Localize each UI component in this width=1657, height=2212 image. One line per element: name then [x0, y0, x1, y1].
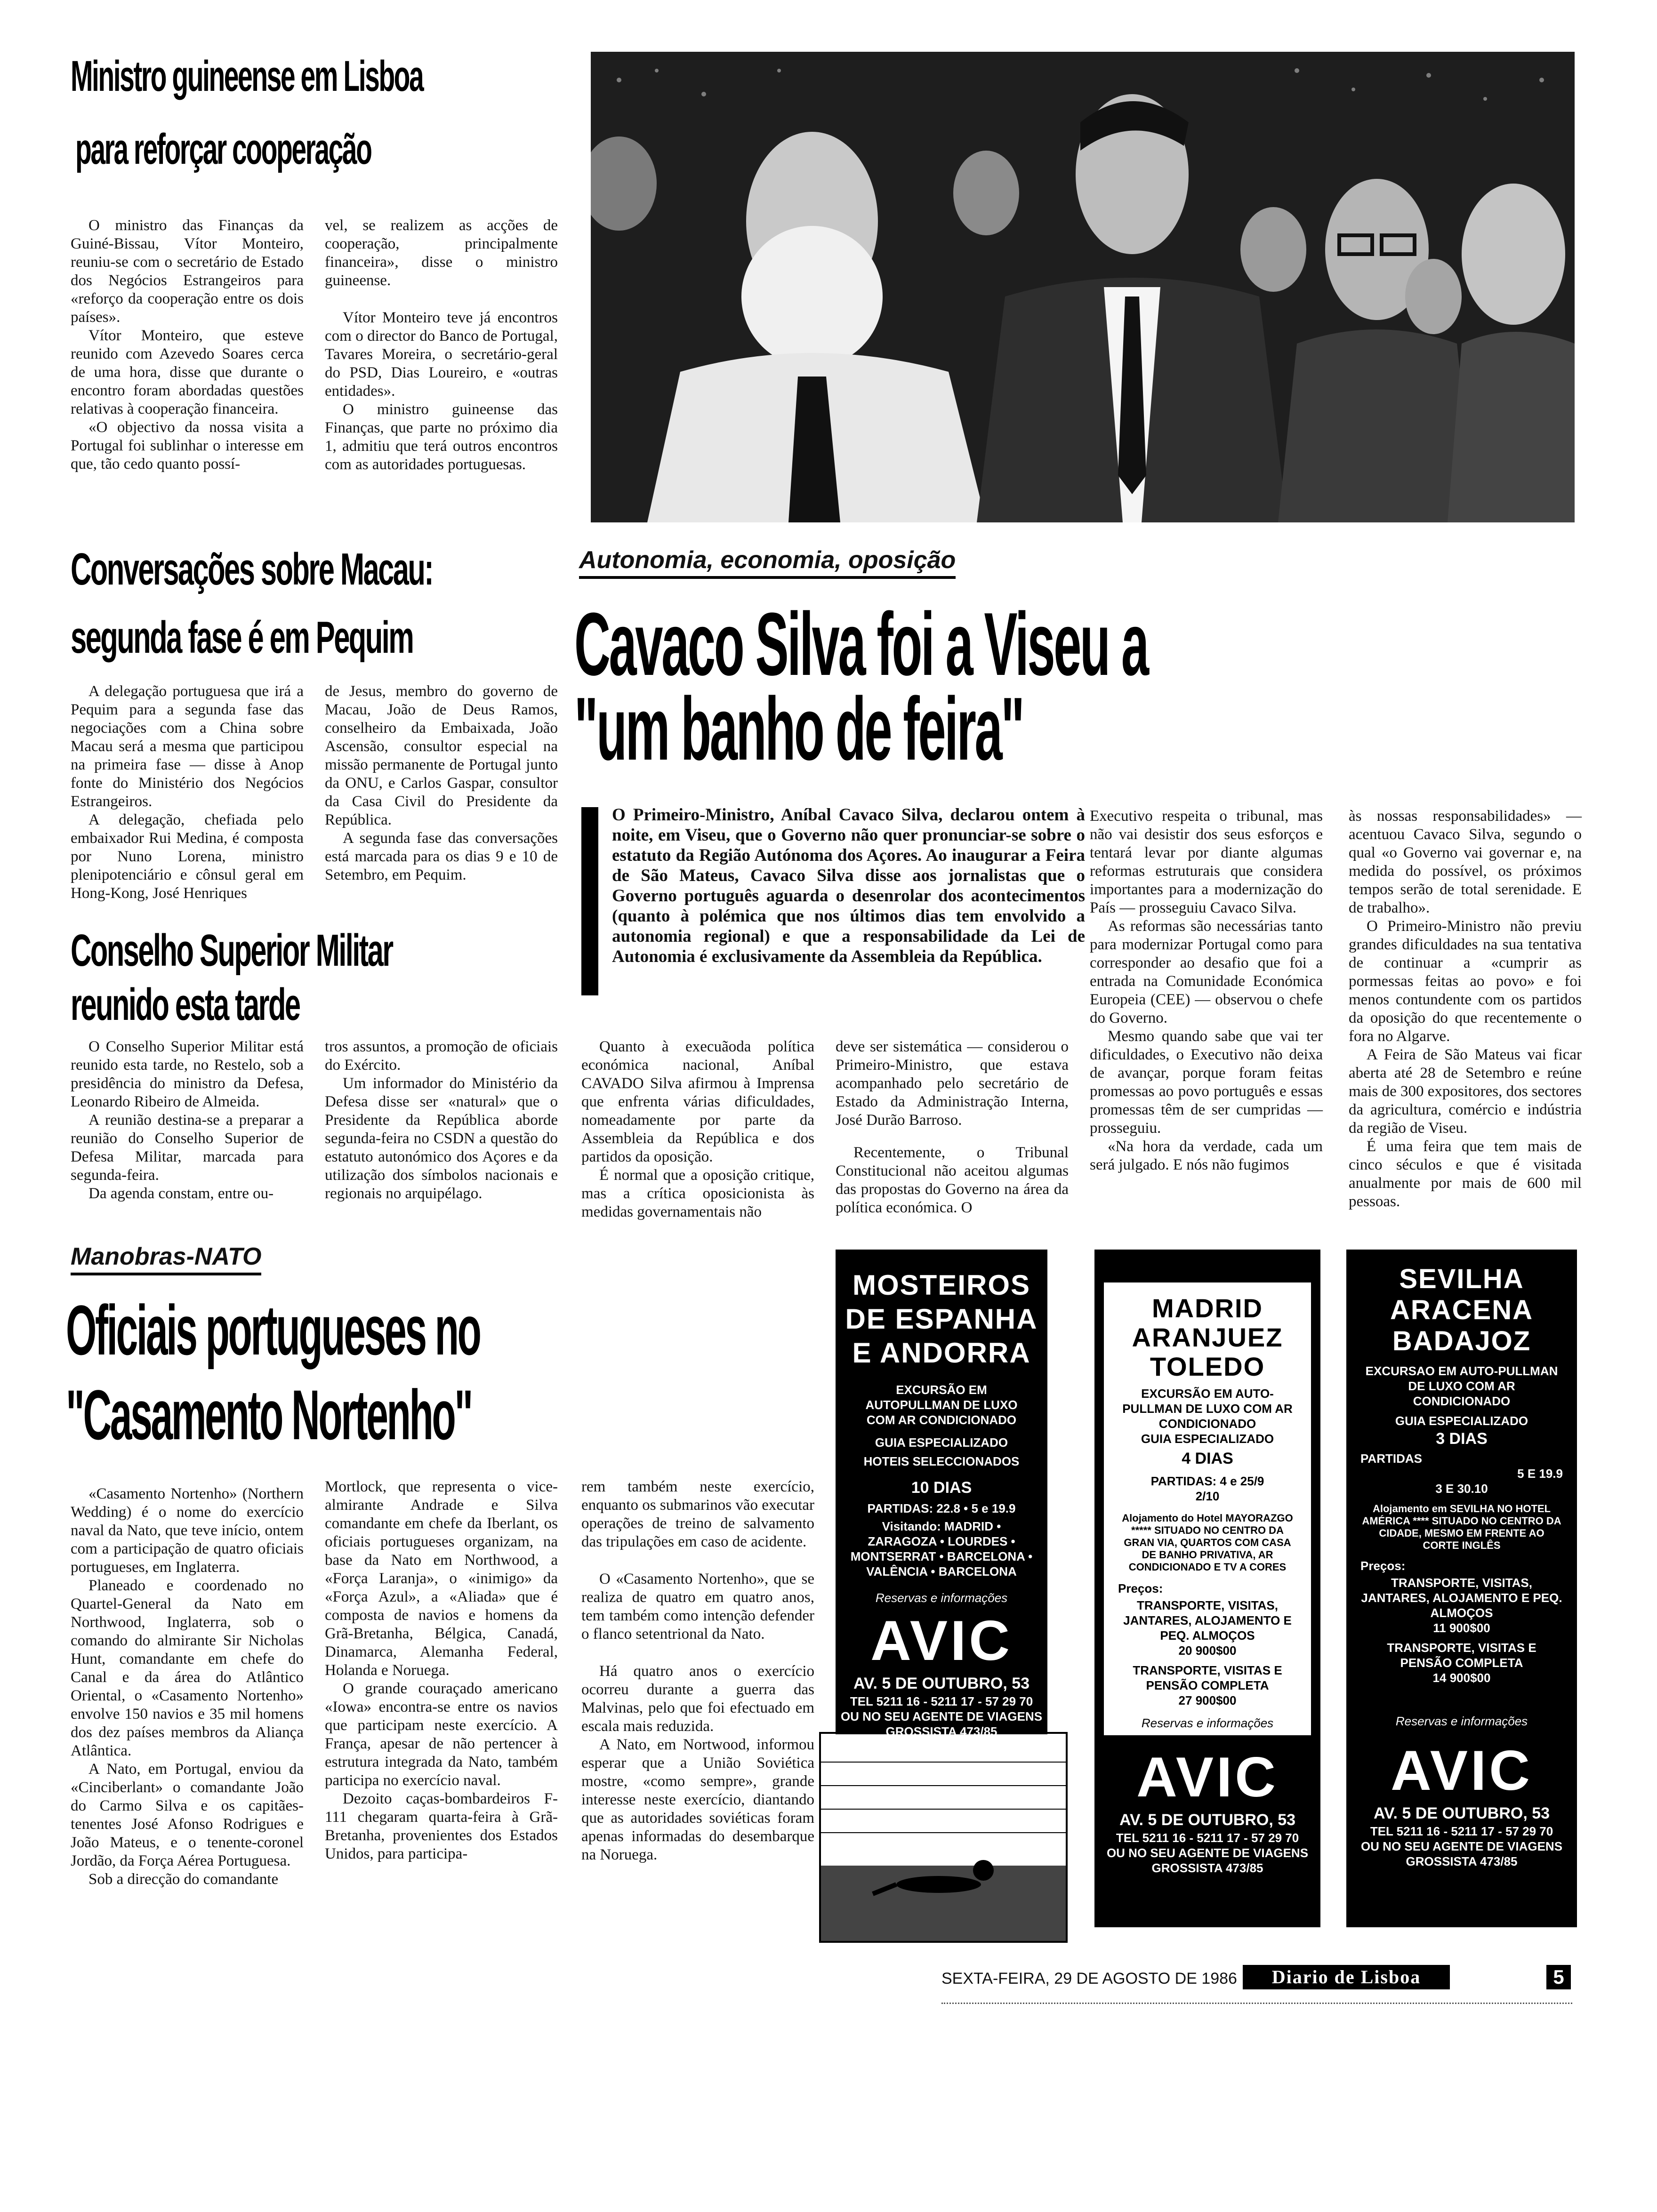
paragraph: A reunião destina-se a preparar a reunião do Conselho Superior de Defesa Militar, marcada para segunda-feira.	[71, 1112, 304, 1184]
kicker-autonomia: Autonomia, economia, oposição	[579, 546, 956, 579]
headline-cavaco: Cavaco Silva foi a Viseu a	[574, 594, 1148, 694]
headline-macau-line2: segunda fase é em Pequim	[71, 612, 413, 663]
ad-sevilha	[1346, 1250, 1577, 1927]
ad-tel: TEL 5211 16 - 5211 17 - 57 29 70	[850, 1694, 1033, 1708]
headline-ministro: Ministro guineense em Lisboa	[71, 52, 423, 100]
story5-column1	[71, 1485, 304, 1889]
story4-column2	[836, 1038, 1069, 1217]
ad-address: AV. 5 DE OUTUBRO, 53	[853, 1675, 1030, 1692]
paragraph: Executivo respeita o tribunal, mas não vai desistir dos seus esforços e tentará levar por diante algumas reformas estruturais que considera importantes para a modernização do País — prosseguiu Cavaco Silva.	[1090, 808, 1323, 916]
beach-illustration	[819, 1732, 1068, 1943]
ad-license: GROSSISTA 473/85	[1406, 1854, 1518, 1868]
paragraph: O «Casamento Nortenho», que se realiza de quatro em quatro anos, tem também como intenção defender o flanco setentrional da Nato.	[581, 1571, 814, 1643]
headline-conselho-line2: reunido esta tarde	[71, 979, 300, 1030]
ad-info: Reservas e informações	[1395, 1714, 1528, 1728]
ad-address: AV. 5 DE OUTUBRO, 53	[1373, 1804, 1550, 1822]
ad-guide: GUIA ESPECIALIZADO	[875, 1435, 1008, 1450]
paragraph: às nossas responsabilidades» — acentuou Cavaco Silva, segundo o qual «o Governo vai governar e, na medida do possível, os próximos tempos serão de total serenidade. E de trabalho».	[1349, 808, 1582, 916]
story4-column1	[581, 1038, 814, 1221]
paragraph: Vítor Monteiro, que esteve reunido com Azevedo Soares cerca de uma hora, disse que durante o encontro foram abordadas questões relativas à cooperação financeira.	[71, 327, 304, 417]
story5-column2	[325, 1478, 558, 1863]
avic-logo: AVIC	[870, 1609, 1013, 1672]
headline-oficiais-line2: "Casamento Nortenho"	[66, 1375, 472, 1454]
paragraph: «Casamento Nortenho» (Northern Wedding) é o nome do exercício naval da Nato, que teve início, ontem com a participação de quatro oficiais portugueses, em Inglaterra.	[71, 1485, 304, 1576]
headline-macau: Conversações sobre Macau:	[71, 544, 433, 594]
paragraph: É normal que a oposição critique, mas a crítica oposicionista às medidas governamentais não	[581, 1167, 814, 1220]
paragraph: As reformas são necessárias tanto para modernizar Portugal como para corresponder ao desafio que foi a entrada na Comunidade Económica Europeia (CEE) — observou o chefe do Governo.	[1090, 918, 1323, 1026]
ad-tel: TEL 5211 16 - 5211 17 - 57 29 70	[1116, 1831, 1299, 1845]
paragraph: A Nato, em Nortwood, informou esperar que a União Soviética mostre, «como sempre», grande interesse neste exercício, diantando que as autoridades soviéticas foram apenas informadas do desembarque na Noruega.	[581, 1736, 814, 1863]
ad-title: ARANJUEZ	[1132, 1322, 1283, 1352]
sunbather-icon	[821, 1734, 1066, 1941]
ad-price-desc: TRANSPORTE, VISITAS E PENSÃO COMPLETA	[1133, 1663, 1282, 1692]
ad-price-desc: TRANSPORTE, VISITAS E PENSÃO COMPLETA	[1387, 1641, 1536, 1670]
ad-agent: OU NO SEU AGENTE DE VIAGENS	[1106, 1846, 1309, 1860]
story4-column4	[1349, 807, 1582, 1211]
ad-title: E ANDORRA	[852, 1337, 1031, 1369]
ad-subtitle: EXCURSAO EM AUTO-PULLMAN DE LUXO COM AR CONDICIONADO	[1365, 1364, 1558, 1408]
ad-info: Reservas e informações	[875, 1591, 1008, 1605]
ad-agent: OU NO SEU AGENTE DE VIAGENS	[840, 1709, 1043, 1723]
story1-column1	[71, 216, 304, 473]
ad-guide: GUIA ESPECIALIZADO	[1395, 1414, 1528, 1428]
ad-agent: OU NO SEU AGENTE DE VIAGENS	[1360, 1839, 1563, 1853]
paragraph: Mesmo quando sabe que vai ter dificuldades, o Executivo não deixa de avançar, porque foram feitas promessas ao povo português e essas promessas têm de ser cumpridas — prosseguiu.	[1090, 1028, 1323, 1137]
story4-column3	[1090, 807, 1323, 1174]
story3-column1	[71, 1038, 304, 1203]
paragraph: O ministro das Finanças da Guiné-Bissau, Vítor Monteiro, reuniu-se com o secretário de Estado dos Negócios Estrangeiros para «reforço da cooperação entre os dois países».	[71, 217, 304, 326]
paragraph: Recentemente, o Tribunal Constitucional não aceitou algumas das propostas do Governo na área da política económica. O	[836, 1144, 1069, 1216]
paragraph: Da agenda constam, entre ou-	[88, 1185, 274, 1202]
ad-title: MOSTEIROS	[852, 1269, 1031, 1301]
ad-itinerary: Visitando: MADRID • ZARAGOZA • LOURDES • MONTSERRAT • BARCELONA • VALÊNCIA • BARCELONA	[850, 1519, 1033, 1579]
ad-info: Reservas e informações	[1141, 1716, 1274, 1730]
ad-title: MADRID	[1152, 1293, 1263, 1323]
ad-price: 27 900$00	[1178, 1693, 1237, 1707]
footer-dotted-rule	[941, 2003, 1572, 2004]
ad-prices-label: Preços:	[1118, 1581, 1163, 1595]
paragraph: Quanto à execuãoda política económica nacional, Aníbal CAVADO Silva afirmou à Imprensa que enfrenta várias dificuldades, nomeadamente por parte da Assembleia da República e dos partidos da oposição.	[581, 1038, 814, 1165]
paragraph: O ministro guineense das Finanças, que parte no próximo dia 1, admitiu que terá outros encontros com as autoridades portuguesas.	[325, 401, 558, 473]
ad-guide: GUIA ESPECIALIZADO	[1141, 1432, 1274, 1446]
paragraph: Planeado e coordenado no Quartel-General da Nato em Northwood, Inglaterra, sob o comando do almirante Sir Nicholas Hunt, comandante em chefe do Canal e da área do Atlântico Oriental, o «Casamento Nortenho» envolve 150 navios e 35 mil homens dos dez países membros da Aliança Atlântica.	[71, 1577, 304, 1759]
paragraph: É uma feira que tem mais de cinco séculos e que é visitada anualmente por mais de 600 mil pessoas.	[1349, 1138, 1582, 1210]
paragraph: Mortlock, que representa o vice-almirante Andrade e Silva comandante em chefe da Iberlant, os oficiais portugueses organizam, na base da Nato em Northwood, a «Força Laranja», o «inimigo» da «Força Azul», a «Aliada» que é composta de navios e homens da Grã-Bretanha, Bélgica, Canadá, Dinamarca, Alemanha Federal, Holanda e Noruega.	[325, 1478, 558, 1679]
story1-column2	[325, 216, 558, 474]
paragraph: O Conselho Superior Militar está reunido esta tarde, no Restelo, sob a presidência do ministro da Defesa, Leonardo Ribeiro de Almeida.	[71, 1038, 304, 1110]
paragraph: O grande couraçado americano «Iowa» encontra-se entre os navios que participam neste exercício. A França, apesar de não pertencer à estrutura integrada da Nato, também participa no exercício naval.	[325, 1680, 558, 1789]
ad-departures: 3 E 30.10	[1435, 1482, 1488, 1496]
ad-departures: PARTIDAS: 4 e 25/9	[1150, 1474, 1264, 1488]
ad-hotel: Alojamento em SEVILHA NO HOTEL AMÉRICA **** SITUADO NO CENTRO DA CIDADE, MESMO EM FRENTE AO CORTE INGLÊS	[1362, 1503, 1561, 1551]
story3-column2	[325, 1038, 558, 1203]
avic-logo: AVIC	[1136, 1746, 1279, 1809]
ad-license: GROSSISTA 473/85	[885, 1724, 997, 1739]
headline-conselho: Conselho Superior Militar	[71, 925, 393, 976]
ad-address: AV. 5 DE OUTUBRO, 53	[1119, 1811, 1296, 1829]
paragraph: vel, se realizem as acções de cooperação, principalmente financeira», disse o ministro guineense.	[325, 217, 558, 289]
ad-departures: 2/10	[1195, 1489, 1220, 1503]
paragraph: Dezoito caças-bombardeiros F-111 chegaram quarta-feira à Grã-Bretanha, provenientes dos Estados Unidos, para participa-	[325, 1790, 558, 1862]
ad-mosteiros	[836, 1250, 1047, 1739]
headline-cavaco-line2: "um banho de feira"	[574, 679, 1023, 779]
paragraph: A delegação, chefiada pelo embaixador Rui Medina, é composta por Nuno Lorena, ministro plenipotenciário e cônsul geral em Hong-Kong, José Henriques	[71, 811, 304, 902]
ad-madrid-panel	[1104, 1282, 1311, 1735]
paragraph: «O objectivo da nossa visita a Portugal foi sublinhar o interesse em que, tão cedo quanto possí-	[71, 419, 304, 473]
ad-title: DE ESPANHA	[845, 1303, 1038, 1335]
ad-subtitle: EXCURSÃO EM AUTO-PULLMAN DE LUXO COM AR CONDICIONADO	[1122, 1387, 1293, 1431]
ad-departures: PARTIDAS: 22.8 • 5 e 19.9	[867, 1501, 1016, 1515]
ad-hotels: HOTEIS SELECCIONADOS	[863, 1454, 1020, 1468]
ad-departures-label: PARTIDAS	[1360, 1451, 1422, 1466]
ad-madrid	[1094, 1250, 1320, 1927]
headline-ministro-line2: para reforçar cooperação	[75, 125, 371, 173]
paragraph: O Primeiro-Ministro não previu grandes dificuldades na sua tentativa de continuar a «cumprir as pormessas feitas ao povo» e foi menos contundente com os partidos da oposição do que recentemente o fora no Algarve.	[1349, 918, 1582, 1045]
ad-departures: 5 E 19.9	[1517, 1467, 1563, 1481]
story2-column2	[325, 682, 558, 884]
lead-bar-rule	[581, 807, 598, 995]
paragraph: Sob a direcção do comandante	[88, 1871, 279, 1888]
story2-column1	[71, 682, 304, 903]
photo-crowd-illustration	[591, 52, 1575, 522]
paragraph: A Nato, em Portugal, enviou da «Cinciberlant» o comandante João do Carmo Silva e os capitães-tenentes José Afonso Rodrigues e João Mateus, e o tenente-coronel Jordão, da Força Aérea Portuguesa.	[71, 1761, 304, 1869]
ad-license: GROSSISTA 473/85	[1151, 1861, 1263, 1875]
story4-lead: O Primeiro-Ministro, Aníbal Cavaco Silva, declarou ontem à noite, em Viseu, que o Governo não quer pronunciar-se sobre o estatuto da Região Autónoma dos Açores. Ao inaugurar a Feira de São Mateus, Cavaco Silva disse aos jornalistas que o Governo português aguarda o desenrolar dos acontecimentos (quanto à polémica que nos últimos dias tem envolvido a autonomia regional) e que a responsabilidade da Lei de Autonomia é exclusivamente da Assembleia da República.	[612, 805, 1085, 966]
paragraph: A segunda fase das conversações está marcada para os dias 9 e 10 de Setembro, em Pequim.	[325, 830, 558, 883]
paragraph: tros assuntos, a promoção de oficiais do Exército.	[325, 1038, 558, 1074]
footer-date: SEXTA-FEIRA, 29 DE AGOSTO DE 1986	[941, 1970, 1237, 1988]
avic-logo: AVIC	[1391, 1739, 1533, 1802]
ad-hotel: Alojamento do Hotel MAYORAZGO ***** SITUADO NO CENTRO DA GRAN VIA, QUARTOS COM CASA DE BANHO PRIVATIVA, AR CONDICIONADO E TV A CORES	[1122, 1512, 1293, 1573]
masthead-logo: Diario de Lisboa	[1243, 1965, 1450, 1989]
ad-price-desc: TRANSPORTE, VISITAS, JANTARES, ALOJAMENTO E PEQ. ALMOÇOS	[1123, 1598, 1292, 1643]
ad-days: 10 DIAS	[911, 1479, 972, 1497]
ad-subtitle: EXCURSÃO EM AUTOPULLMAN DE LUXO COM AR CONDICIONADO	[865, 1383, 1018, 1427]
ad-prices-label: Preços:	[1360, 1559, 1406, 1573]
headline-oficiais: Oficiais portugueses no	[66, 1290, 480, 1370]
ad-price-desc: TRANSPORTE, VISITAS, JANTARES, ALOJAMENTO E PEQ. ALMOÇOS	[1361, 1576, 1562, 1620]
ad-title: SEVILHA	[1399, 1264, 1524, 1294]
ad-days: 4 DIAS	[1182, 1450, 1233, 1467]
kicker-manobras: Manobras-NATO	[71, 1242, 261, 1275]
ad-title: ARACENA	[1390, 1295, 1533, 1325]
paragraph: Um informador do Ministério da Defesa disse ser «natural» que o Presidente da República aborde segunda-feira no CSDN a questão do estatuto autonómico dos Açores e da utilização dos símbolos nacionais e regionais no arquipélago.	[325, 1075, 558, 1202]
ad-tel: TEL 5211 16 - 5211 17 - 57 29 70	[1370, 1824, 1553, 1838]
paragraph: Vítor Monteiro teve já encontros com o director do Banco de Portugal, Tavares Moreira, o secretário-geral do PSD, Dias Loureiro, e «outras entidades».	[325, 309, 558, 400]
paragraph: Há quatro anos o exercício ocorreu durante a guerra das Malvinas, pelo que foi efectuado em escala mais reduzida.	[581, 1663, 814, 1735]
news-photo	[591, 52, 1575, 522]
paragraph: deve ser sistemática — considerou o Primeiro-Ministro, que estava acompanhado pelo secretário de Estado da Administração Interna, José Durão Barroso.	[836, 1038, 1069, 1129]
paragraph: A Feira de São Mateus vai ficar aberta até 28 de Setembro e reúne mais de 300 expositores, dos sectores da agricultura, comércio e indústria da região de Viseu.	[1349, 1046, 1582, 1137]
paragraph: rem também neste exercício, enquanto os submarinos vão executar operações de treino de salvamento das tripulações em caso de acidente.	[581, 1478, 814, 1550]
ad-price: 11 900$00	[1433, 1621, 1490, 1635]
ad-title: BADAJOZ	[1392, 1326, 1531, 1356]
paragraph: «Na hora da verdade, cada um será julgado. E nós não fugimos	[1090, 1138, 1323, 1173]
paragraph: A delegação portuguesa que irá a Pequim para a segunda fase das negociações com a China sobre Macau será a mesma que participou na primeira fase — disse à Anop fonte do Ministério dos Negócios Estrangeiros.	[71, 683, 304, 810]
paragraph: de Jesus, membro do governo de Macau, João de Deus Ramos, conselheiro da Embaixada, João Ascensão, consultor especial na missão permanente de Portugal junto da ONU, e Carlos Gaspar, consultor da Casa Civil do Presidente da República.	[325, 683, 558, 828]
page-number: 5	[1546, 1965, 1571, 1989]
ad-days: 3 DIAS	[1436, 1430, 1488, 1448]
ad-price: 20 900$00	[1178, 1643, 1237, 1658]
story5-column3	[581, 1478, 814, 1864]
ad-title: TOLEDO	[1150, 1352, 1265, 1381]
ad-price: 14 900$00	[1432, 1671, 1491, 1685]
